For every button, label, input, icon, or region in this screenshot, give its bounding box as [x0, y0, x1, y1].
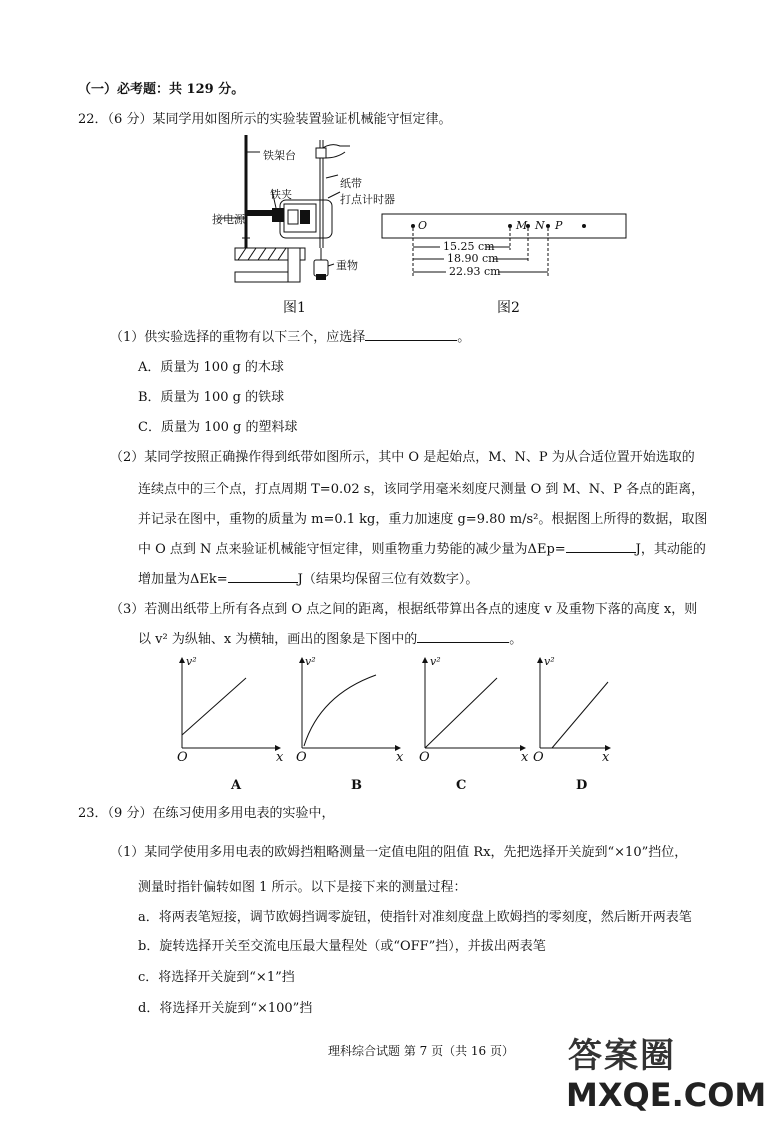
- q22-part2-line4: [138, 538, 706, 557]
- option-b: B．质量为 100 g 的铁球: [138, 390, 285, 405]
- tape-point-p: P: [555, 219, 563, 232]
- graph-label-b: B: [351, 778, 362, 793]
- q22-part1-end: 。: [457, 330, 471, 345]
- graph-a-origin: O: [177, 750, 188, 765]
- graph-b: [302, 658, 400, 748]
- q22-part2-line4-a: 中 O 点到 N 点来验证机械能守恒定律，则重物重力势能的减少量为ΔEp=: [138, 542, 566, 557]
- q22-part3-line2-a: 以 v² 为纵轴、x 为横轴，画出的图象是下图中的: [138, 632, 418, 647]
- q22-part2-line2: 连续点中的三个点，打点周期 T=0.02 s，该同学用毫米刻度尺测量 O 到 M、N、P 各点的距离，: [138, 482, 705, 497]
- q23-part1-line2: 测量时指针偏转如图 1 所示。以下是接下来的测量过程：: [138, 880, 467, 895]
- distance-on: 18.90 cm: [447, 252, 499, 265]
- distance-om: 15.25 cm: [443, 240, 495, 253]
- graph-d: [540, 658, 610, 748]
- label-paper-tape: 纸带: [340, 177, 362, 190]
- q23-step-d: d．将选择开关旋到“×100”挡: [138, 1001, 313, 1016]
- q22-part3-answer-blank[interactable]: [417, 642, 509, 643]
- q23-step-a: a．将两表笔短接，调节欧姆挡调零旋钮，使指针对准刻度盘上欧姆挡的零刻度，然后断开两表笔: [138, 910, 692, 925]
- q22-intro: 22．（6 分）某同学用如图所示的实验装置验证机械能守恒定律。: [78, 112, 452, 127]
- q22-part2-line5-a: 增加量为ΔEk=: [138, 572, 228, 587]
- distance-op: 22.93 cm: [449, 265, 501, 278]
- watermark-top: 答案圈: [568, 1036, 676, 1076]
- q22-part2-line4-b: J，其动能的: [635, 542, 706, 557]
- label-timer: 打点计时器: [340, 193, 395, 206]
- graph-label-a: A: [231, 778, 242, 793]
- q22-part2-line1: （2）某同学按照正确操作得到纸带如图所示，其中 O 是起始点，M、N、P 为从合适位置开始选取的: [110, 450, 695, 465]
- figure-1-label: 图1: [283, 300, 306, 316]
- graph-a: [182, 658, 280, 748]
- graph-c-x-label: x: [521, 750, 529, 765]
- q22-part1: [110, 326, 470, 345]
- tape-point-n: N: [535, 219, 545, 232]
- q22-part1-answer-blank[interactable]: [365, 340, 457, 341]
- section-header: （一）必考题：共 129 分。: [78, 82, 245, 97]
- graph-c-y-label: v²: [430, 655, 441, 668]
- graph-b-y-label: v²: [305, 655, 316, 668]
- q22-part2-line5-b: J（结果均保留三位有效数字）。: [297, 572, 479, 587]
- graph-d-x-label: x: [602, 750, 610, 765]
- q22-part3-line2-b: 。: [509, 632, 523, 647]
- option-a: A．质量为 100 g 的木球: [138, 360, 284, 375]
- tape-point-o: O: [418, 219, 428, 232]
- label-iron-clamp: 铁夹: [270, 188, 292, 201]
- tape-point-m: M: [516, 219, 528, 232]
- graph-label-d: D: [576, 778, 588, 793]
- graph-d-origin: O: [533, 750, 544, 765]
- ep-answer-blank[interactable]: [566, 552, 636, 553]
- q22-part3-line2: [138, 628, 522, 647]
- graph-c: [425, 658, 525, 748]
- q22-part3-line1: （3）若测出纸带上所有各点到 O 点之间的距离，根据纸带算出各点的速度 v 及重物下落的高度 x，则: [110, 602, 698, 617]
- graph-d-y-label: v²: [544, 655, 555, 668]
- graph-a-x-label: x: [276, 750, 284, 765]
- label-weight: 重物: [336, 259, 358, 272]
- q22-part2-line5: [138, 568, 478, 587]
- graph-c-origin: O: [419, 750, 430, 765]
- q23-step-b: b．旋转选择开关至交流电压最大量程处（或“OFF”挡），并拔出两表笔: [138, 939, 546, 954]
- option-c: C．质量为 100 g 的塑料球: [138, 420, 298, 435]
- graph-b-origin: O: [296, 750, 307, 765]
- q22-part2-line3: 并记录在图中，重物的质量为 m=0.1 kg，重力加速度 g=9.80 m/s²。根据图上所得的数据，取图: [138, 512, 708, 527]
- q23-intro: 23．（9 分）在练习使用多用电表的实验中，: [78, 806, 335, 821]
- page-footer: 理科综合试题 第 7 页（共 16 页）: [328, 1044, 514, 1058]
- q23-step-c: c．将选择开关旋到“×1”挡: [138, 970, 295, 985]
- label-iron-stand: 铁架台: [263, 149, 296, 162]
- graph-b-x-label: x: [396, 750, 404, 765]
- graph-label-c: C: [456, 778, 467, 793]
- label-power: 接电源: [212, 213, 245, 226]
- watermark-bottom: MXQE.COM: [566, 1076, 766, 1114]
- figure-2-label: 图2: [497, 300, 520, 316]
- ek-answer-blank[interactable]: [228, 582, 298, 583]
- q22-part1-text: （1）供实验选择的重物有以下三个，应选择: [110, 330, 366, 345]
- graph-a-y-label: v²: [186, 655, 197, 668]
- q23-part1-line1: （1）某同学使用多用电表的欧姆挡粗略测量一定值电阻的阻值 Rx，先把选择开关旋到“×10”挡位，: [110, 845, 688, 860]
